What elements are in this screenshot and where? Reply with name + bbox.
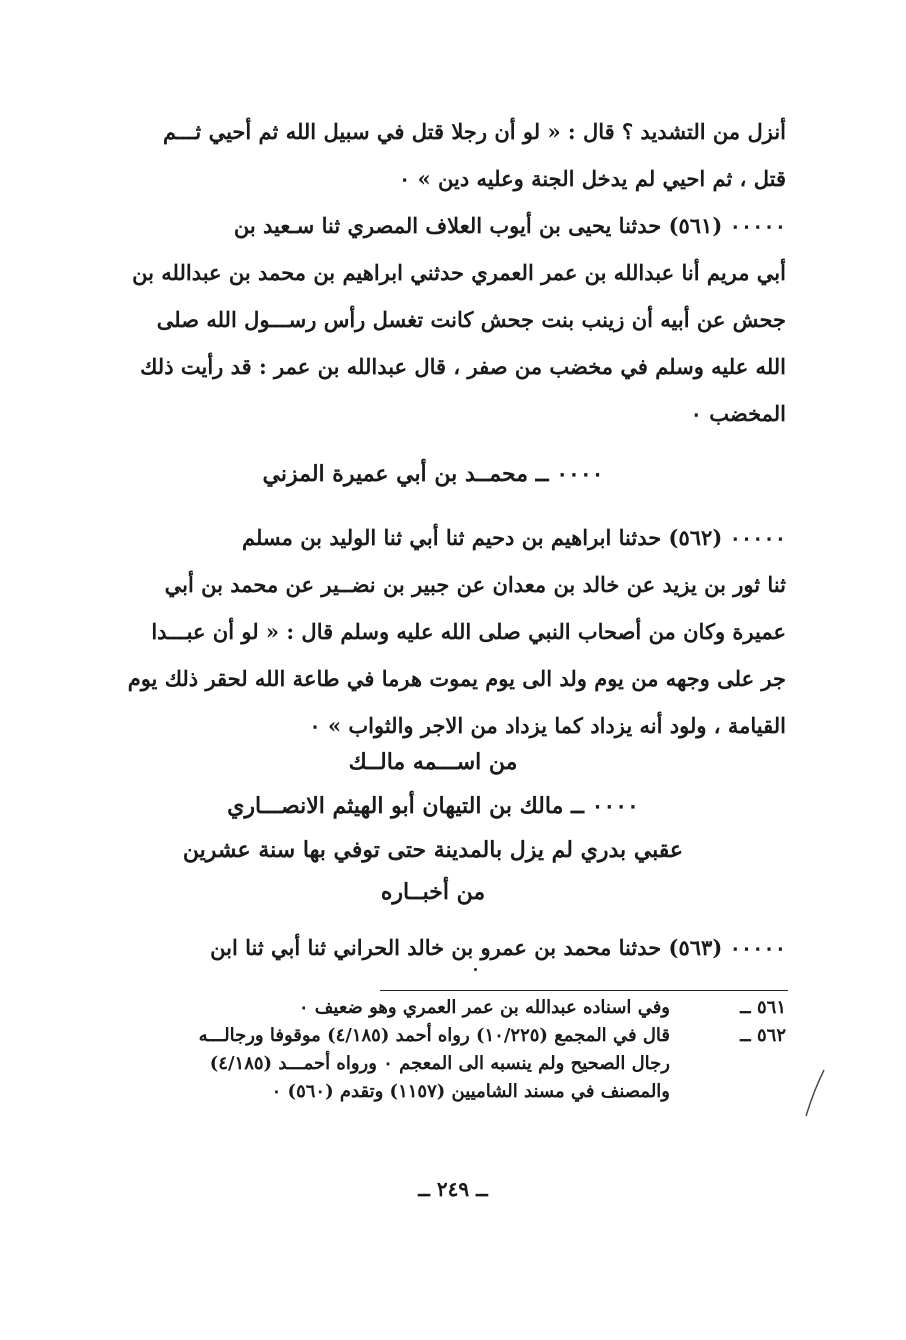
body-paragraphs-top (80, 108, 786, 437)
section-heading-malik: ٠٠٠٠ ــ مالك بن التيهان أبو الهيثم الانصـــاري (227, 793, 639, 819)
text-line: ٠٠٠٠٠ (٥٦٢) حدثنا ابراهيم بن دحيم ثنا أبي ثنا الوليد بن مسلم (241, 525, 786, 550)
body-paragraphs-middle (80, 514, 786, 749)
stray-pen-mark (800, 1068, 830, 1118)
text-line: ٠٠٠٠٠ (٥٦٣) حدثنا محمد بن عمرو بن خالد الحراني ثنا أبي ثنا ابن (210, 935, 786, 960)
decorative-dot (474, 968, 477, 971)
text-line: قتل ، ثم احيي لم يدخل الجنة وعليه دين » ٠ (399, 166, 786, 191)
footnotes (80, 994, 786, 1106)
section-heading-akhbar: من أخبــاره (380, 879, 486, 905)
text-line: أنزل من التشديد ؟ قال : « لو أن رجلا قتل في سبيل الله ثم أحيي ثـــم (163, 119, 786, 144)
footnote-text: وفي اسناده عبدالله بن عمر العمري وهو ضعيف ٠ (298, 997, 670, 1018)
footnote-continuation (80, 1050, 786, 1078)
footnote-text: قال في المجمع (١٠/٢٢٥) رواه أحمد (٤/١٨٥) موقوفا ورجالـــه (198, 1025, 670, 1046)
text-line: ٠٠٠٠٠ (٥٦١) حدثنا يحيى بن أيوب العلاف المصري ثنا سـعيد بن (233, 213, 786, 238)
text-line: جر على وجهه من يوم ولد الى يوم يموت هرما في طاعة الله لحقر ذلك يوم (127, 666, 786, 691)
footnote (80, 1022, 786, 1050)
text-line: المخضب ٠ (690, 401, 786, 426)
footnote-number: ٥٦٢ ــ (740, 1025, 786, 1046)
section-heading-muhammad: ٠٠٠٠ ــ محمــد بن أبي عميرة المزني (262, 461, 604, 487)
section-title-malik: من اســـمه مالــك (348, 749, 518, 775)
text-line: القيامة ، ولود أنه يزداد كما يزداد من الاجر والثواب » ٠ (309, 713, 786, 738)
footnote-text: رجال الصحيح ولم ينسبه الى المعجم ٠ ورواه أحمـــد (٤/١٨٥) (209, 1053, 670, 1074)
section-heading-subtitle: عقبي بدري لم يزل بالمدينة حتى توفي بها سنة عشرين (182, 837, 684, 863)
footnote-continuation (80, 1078, 786, 1106)
footnote-divider (380, 990, 788, 991)
page-number: ــ ٢٤٩ ــ (418, 1177, 488, 1201)
footnote-text: والمصنف في مسند الشاميين (١١٥٧) وتقدم (٥٦٠) ٠ (271, 1081, 670, 1102)
body-paragraphs-bottom (80, 924, 786, 971)
text-line: جحش عن أبيه أن زينب بنت جحش كانت تغسل رأس رســـول الله صلى (156, 307, 786, 332)
text-line: ثنا ثور بن يزيد عن خالد بن معدان عن جبير بن نضــير عن محمد بن أبي (164, 572, 786, 597)
footnote (80, 994, 786, 1022)
text-line: الله عليه وسلم في مخضب من صفر ، قال عبدالله بن عمر : قد رأيت ذلك (140, 354, 786, 379)
text-line: أبي مريم أنا عبدالله بن عمر العمري حدثني ابراهيم بن محمد بن عبدالله بن (132, 260, 786, 285)
footnote-number: ٥٦١ ــ (740, 997, 786, 1018)
text-line: عميرة وكان من أصحاب النبي صلى الله عليه وسلم قال : « لو أن عبـــدا (151, 619, 786, 644)
